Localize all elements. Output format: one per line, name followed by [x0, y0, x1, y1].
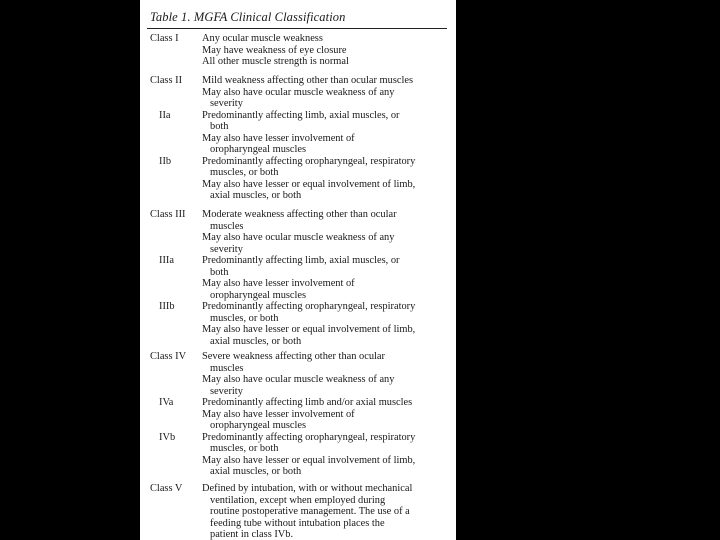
class-label: Class II	[150, 75, 183, 86]
description-line: May also have lesser involvement of	[202, 278, 355, 289]
description-line: ventilation, except when employed during	[210, 494, 386, 506]
table-row	[140, 432, 456, 478]
class-description	[202, 483, 450, 540]
description-line: May have weakness of eye closure	[202, 44, 347, 56]
class-block	[140, 209, 456, 347]
description-line: Severe weakness affecting other than ocular	[202, 351, 386, 362]
table-row	[140, 75, 456, 110]
description-line: Moderate weakness affecting other than ocular	[202, 209, 397, 220]
description-line: severity	[210, 385, 243, 397]
table-row	[140, 301, 456, 347]
description-line: Predominantly affecting limb, axial muscles, or	[202, 109, 400, 121]
table-row	[140, 351, 456, 397]
description-line: axial muscles, or both	[210, 466, 302, 477]
class-label: Class IV	[150, 351, 187, 362]
class-label: Class V	[150, 483, 183, 494]
table-title: Table 1. MGFA Clinical Classification	[150, 10, 346, 24]
class-description	[202, 209, 450, 255]
class-block	[140, 351, 456, 478]
description-line: severity	[210, 243, 243, 255]
description-line: patient in class IVb.	[210, 529, 294, 540]
class-description	[202, 432, 450, 478]
description-line: Predominantly affecting oropharyngeal, respiratory	[202, 301, 416, 312]
document-page	[140, 0, 456, 540]
class-label: IVa	[159, 397, 174, 408]
description-line: routine postoperative management. The use of a	[210, 506, 410, 517]
description-line: axial muscles, or both	[210, 190, 302, 201]
class-description	[202, 33, 450, 68]
description-line: both	[210, 121, 229, 132]
description-line: oropharyngeal muscles	[210, 144, 307, 155]
description-line: muscles, or both	[210, 443, 279, 454]
description-line: Predominantly affecting oropharyngeal, respiratory	[202, 431, 416, 443]
class-description	[202, 351, 450, 397]
class-label: IVb	[159, 431, 176, 443]
class-label: IIb	[159, 155, 172, 167]
table-row	[140, 483, 456, 540]
class-label: IIa	[159, 109, 171, 121]
description-line: muscles	[210, 362, 244, 374]
table-row	[140, 209, 456, 255]
description-line: May also have lesser or equal involvement of limb,	[202, 178, 416, 190]
class-description	[202, 301, 450, 347]
description-line: May also have lesser or equal involvement of limb,	[202, 454, 416, 466]
class-block	[140, 33, 456, 68]
description-line: Predominantly affecting limb and/or axial muscles	[202, 397, 413, 408]
description-line: muscles	[210, 220, 244, 232]
description-line: May also have lesser involvement of	[202, 408, 355, 420]
description-line: feeding tube without intubation places the	[210, 517, 385, 529]
description-line: All other muscle strength is normal	[202, 56, 349, 67]
class-label: Class I	[150, 33, 179, 44]
description-line: Any ocular muscle weakness	[202, 33, 323, 44]
description-line: Predominantly affecting limb, axial muscles, or	[202, 255, 400, 266]
description-line: oropharyngeal muscles	[210, 289, 307, 301]
description-line: oropharyngeal muscles	[210, 420, 307, 431]
table-row	[140, 156, 456, 202]
description-line: May also have lesser or equal involvement of limb,	[202, 324, 416, 335]
description-line: May also have ocular muscle weakness of any	[202, 232, 395, 243]
class-block	[140, 75, 456, 202]
title-rule	[147, 28, 447, 29]
description-line: Predominantly affecting oropharyngeal, respiratory	[202, 155, 416, 167]
class-description	[202, 156, 450, 202]
description-line: Defined by intubation, with or without mechanical	[202, 483, 413, 494]
table-row	[140, 397, 456, 432]
class-description	[202, 255, 450, 301]
table-row	[140, 110, 456, 156]
description-line: May also have ocular muscle weakness of any	[202, 374, 395, 385]
class-description	[202, 397, 450, 432]
table-row	[140, 33, 456, 68]
class-label: IIIa	[159, 255, 174, 266]
description-line: severity	[210, 98, 243, 109]
description-line: muscles, or both	[210, 312, 279, 324]
description-line: Mild weakness affecting other than ocular muscles	[202, 75, 414, 86]
class-block	[140, 483, 456, 540]
description-line: muscles, or both	[210, 167, 279, 178]
description-line: both	[210, 266, 229, 278]
description-line: May also have ocular muscle weakness of any	[202, 86, 395, 98]
class-description	[202, 110, 450, 156]
table-row	[140, 255, 456, 301]
description-line: May also have lesser involvement of	[202, 132, 355, 144]
description-line: axial muscles, or both	[210, 335, 302, 347]
class-label: IIIb	[159, 301, 175, 312]
class-description	[202, 75, 450, 110]
class-label: Class III	[150, 209, 186, 220]
